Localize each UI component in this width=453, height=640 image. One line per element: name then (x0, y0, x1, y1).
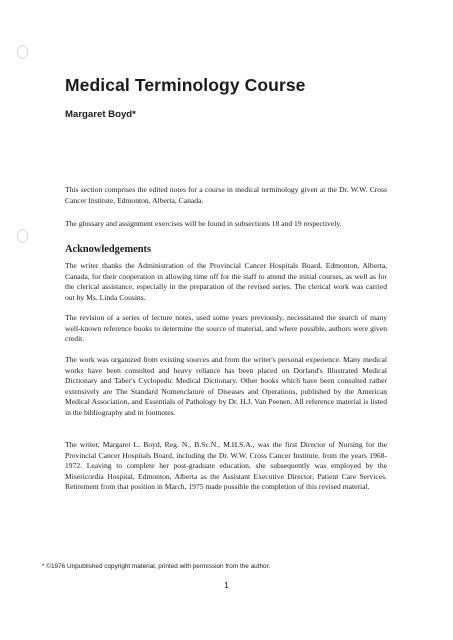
copyright-footnote: * ©1976 Unpublished copyright material, printed with permission from the author. (42, 563, 271, 570)
intro-paragraph-2: The glossary and assignment exercises will be found in subsections 18 and 19 respectively. (65, 219, 342, 228)
acknowledgements-paragraph-2: The revision of a series of lecture notes, used some years previously, necessitated the search of many well-known reference books to determine the source of material, and where possible, authors were given credit. (65, 313, 387, 344)
page-number: 1 (224, 581, 229, 590)
intro-paragraph-1: This section comprises the edited notes for a course in medical terminology given at the Dr. W.W. Cross Cancer Institute, Edmonton, Alberta, Canada. (65, 185, 387, 205)
acknowledgements-paragraph-4: The writer, Margaret L. Boyd, Reg. N., B.Sc.N., M.H.S.A., was the first Director of Nursing for the Provincial Cancer Hospitals Board, including the Dr. W.W. Cross Cancer Institute, from the years 1968-1972. Leaving to complete her post-graduate education, she subsequently was employed by the Misericordia Hospital, Edmonton, Alberta as the Assistant Executive Director, Patient Care Services. Retirement from that position in March, 1975 made possible the completion of this revised material. (65, 440, 387, 492)
acknowledgements-paragraph-3: The work was organized from existing sources and from the writer's personal experience. Many medical works have been consulted and heavy reliance has been placed on Dorland's Illustrated Medical Dictionary and Taber's Cyclopedic Medical Dictionary. Other books which have been consulted rather extensively are The Standard Nomenclature of Diseases and Operations, published by the American Medical Association, and Essentials of Pathology by Dr. H.J. Van Peenen. All reference material is listed in the bibliography and in footnotes. (65, 355, 387, 417)
punch-hole-middle (17, 229, 28, 243)
document-title: Medical Terminology Course (65, 75, 306, 95)
acknowledgements-heading: Acknowledgements (65, 244, 152, 255)
punch-hole-top (17, 45, 28, 59)
document-author: Margaret Boyd* (65, 109, 136, 120)
acknowledgements-paragraph-1: The writer thanks the Administration of the Provincial Cancer Hospitals Board, Edmonton, Alberta, Canada, for their cooperation in allowing time off for the staff to attend the initial courses, as well as for the clerical assistance, especially in the preparation of the revised series. The clerical work was carried out by Ms. Linda Cousins. (65, 261, 387, 302)
